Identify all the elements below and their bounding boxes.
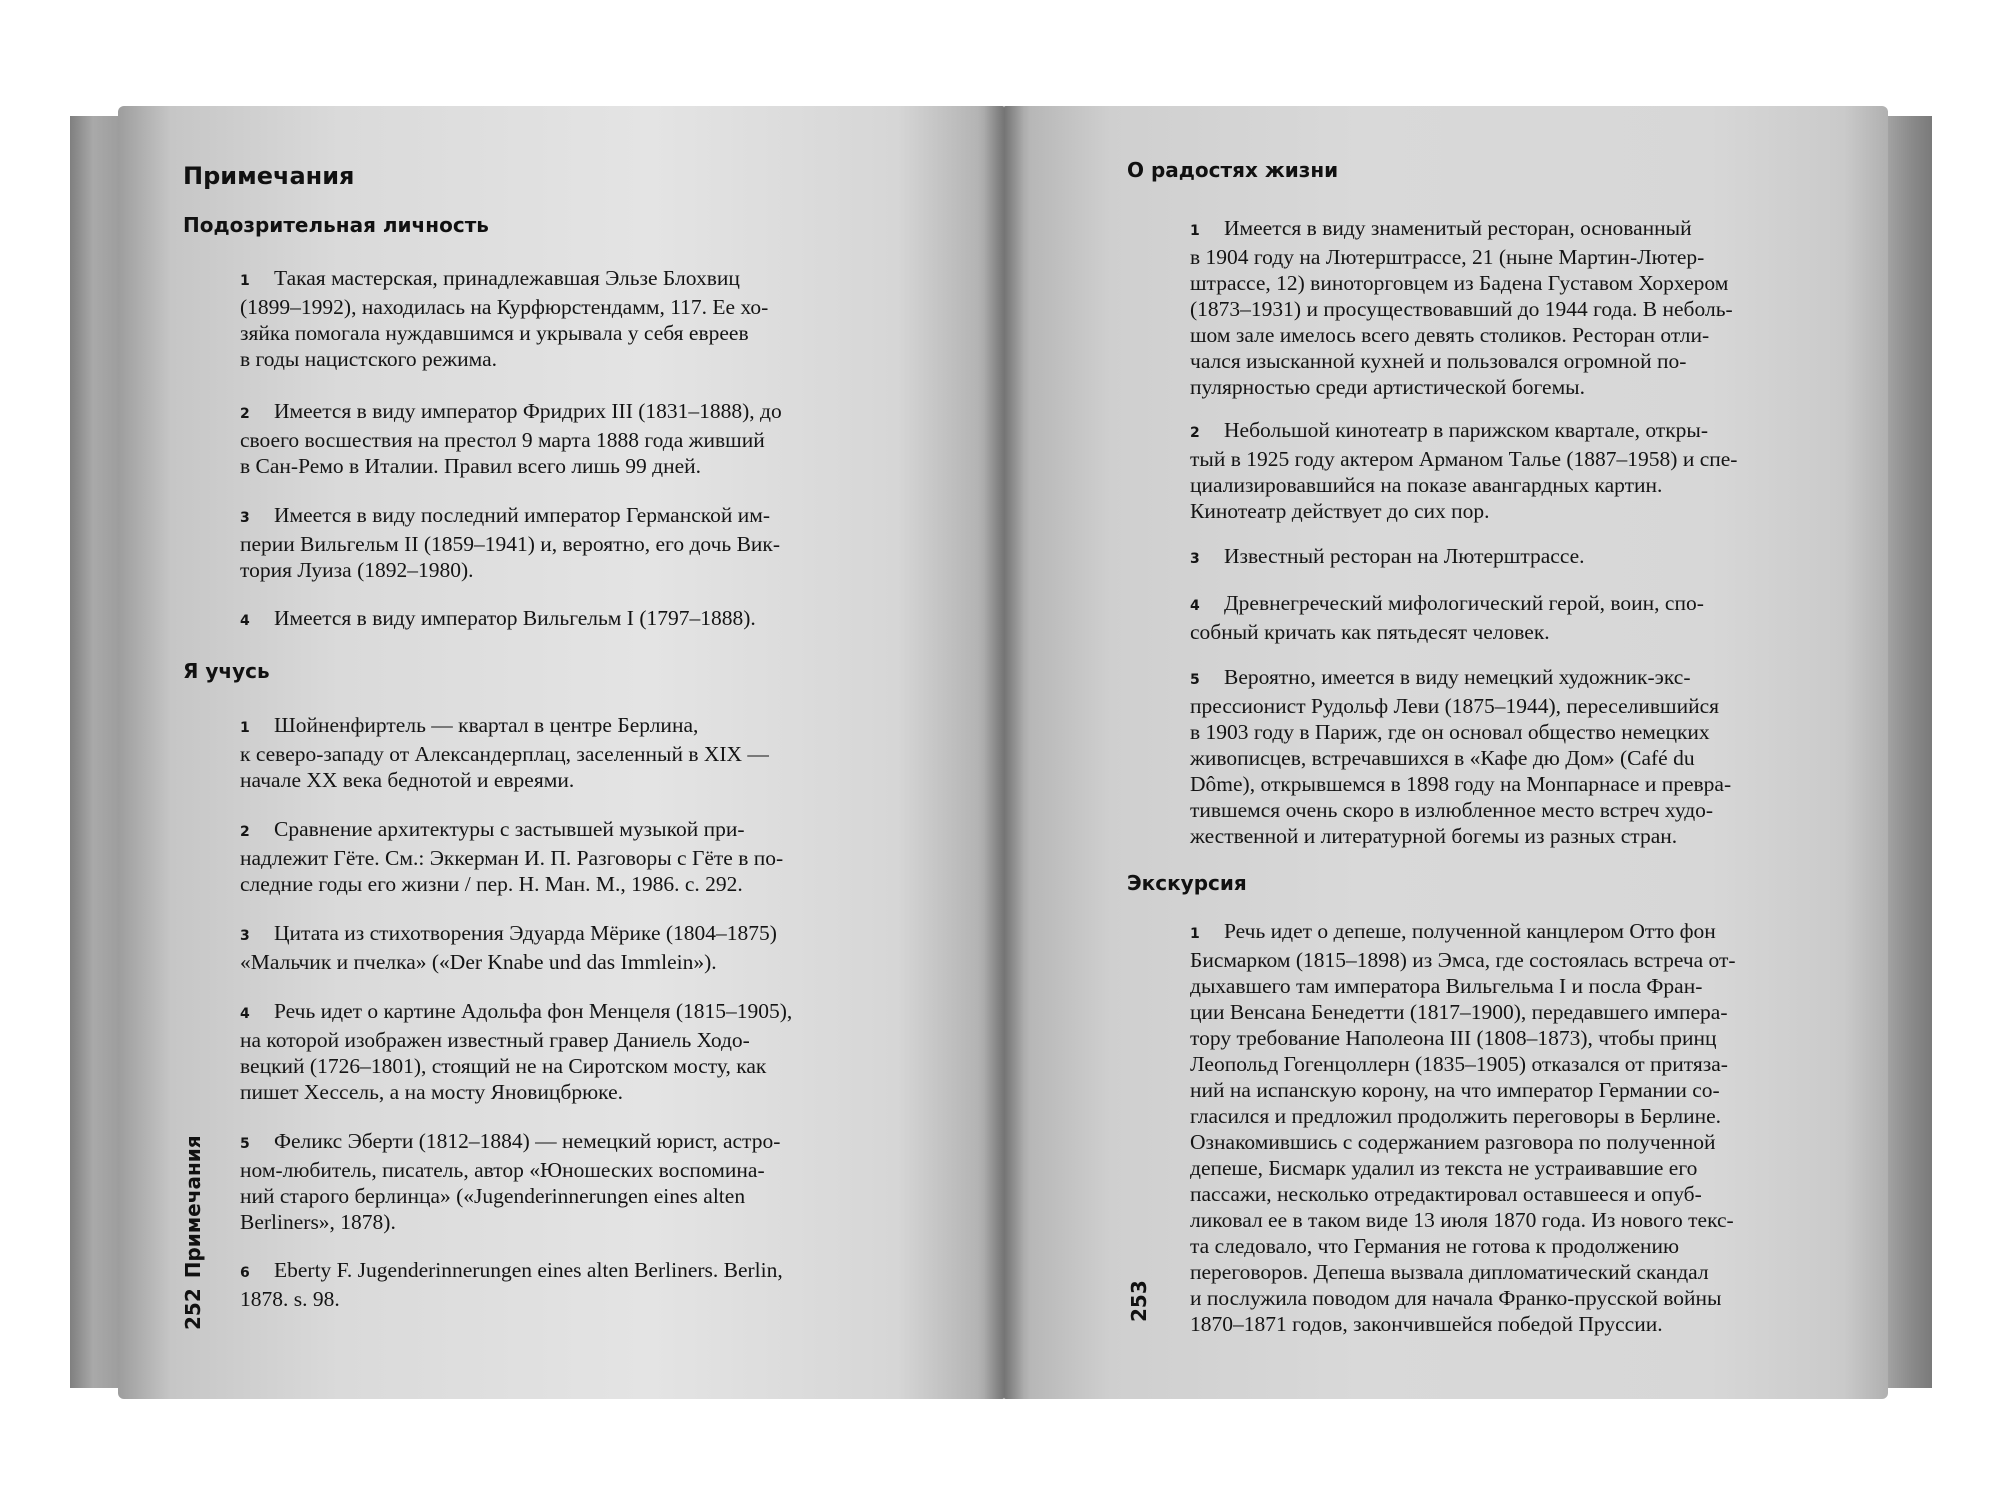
note-line: 1870–1871 годов, закончившейся победой Пруссии. xyxy=(1190,1312,1663,1336)
note-line: ний на испанскую корону, на что император Германии со- xyxy=(1190,1078,1720,1102)
note-line: ном-любитель, писатель, автор «Юношеских воспомина- xyxy=(240,1158,765,1182)
note xyxy=(240,1257,783,1312)
note-line: Dôme), открывшемся в 1898 году на Монпарнасе и превра- xyxy=(1190,772,1732,796)
note-line: циализировавшийся на показе авангардных картин. xyxy=(1190,473,1663,497)
note-line: перии Вильгельм II (1859–1941) и, вероятно, его дочь Вик- xyxy=(240,532,781,556)
note-line: в 1904 году на Лютерштрассе, 21 (ныне Мартин-Лютер- xyxy=(1190,245,1705,269)
note-line: ликовал ее в таком виде 13 июля 1870 года. Из нового текс- xyxy=(1190,1208,1734,1232)
note-line: Сравнение архитектуры с застывшей музыкой при- xyxy=(274,817,745,841)
note-line: гласился и предложил продолжить переговоры в Берлине. xyxy=(1190,1104,1722,1128)
note-line: Такая мастерская, принадлежавшая Эльзе Блохвиц xyxy=(274,266,740,290)
section-heading: Подозрительная личность xyxy=(183,213,489,237)
note-line: тория Луиза (1892–1980). xyxy=(240,558,474,582)
note-line: жественной и литературной богемы из разных стран. xyxy=(1190,824,1678,848)
note-line: в Сан-Ремо в Италии. Правил всего лишь 99 дней. xyxy=(240,454,702,478)
section-heading: Я учусь xyxy=(183,659,270,683)
note-line: чался изысканной кухней и пользовался огромной по- xyxy=(1190,349,1687,373)
note-line: Имеется в виду император Вильгельм I (1797–1888). xyxy=(274,606,756,630)
note-number: 1 xyxy=(240,273,250,289)
note xyxy=(240,1128,780,1235)
running-head xyxy=(181,1135,205,1330)
note xyxy=(240,998,792,1105)
note-line: «Мальчик и пчелка» («Der Knabe und das Immlein»). xyxy=(240,950,717,974)
note-line: Небольшой кинотеатр в парижском квартале, откры- xyxy=(1224,418,1709,442)
note-number: 2 xyxy=(240,824,250,840)
note-line: начале XX века беднотой и евреями. xyxy=(240,768,575,792)
note-line: собный кричать как пятьдесят человек. xyxy=(1190,620,1550,644)
note-line: Eberty F. Jugenderinnerungen eines alten Berliners. Berlin, xyxy=(274,1258,783,1282)
note-line: пассажи, несколько отредактировал оставшееся и опуб- xyxy=(1190,1182,1702,1206)
note-number: 2 xyxy=(1190,425,1200,441)
note-line: пишет Хессель, а на мосту Яновицбрюке. xyxy=(240,1080,624,1104)
note-number: 1 xyxy=(1190,223,1200,239)
note-line: (1873–1931) и просуществовавший до 1944 года. В неболь- xyxy=(1190,297,1733,321)
book-gutter xyxy=(984,106,1024,1399)
note xyxy=(1190,543,1585,572)
note-number: 5 xyxy=(240,1136,250,1152)
note xyxy=(240,502,780,583)
note-line: Известный ресторан на Лютерштрассе. xyxy=(1224,544,1585,568)
note-number: 1 xyxy=(240,720,250,736)
note-line: Речь идет о картине Адольфа фон Менцеля (1815–1905), xyxy=(274,999,793,1023)
note-line: зяйка помогала нуждавшимся и укрывала у себя евреев xyxy=(240,321,749,345)
note-line: Цитата из стихотворения Эдуарда Мёрике (1804–1875) xyxy=(274,921,777,945)
note-line: ний старого берлинца» («Jugenderinnerungen eines alten xyxy=(240,1184,746,1208)
note-line: надлежит Гёте. См.: Эккерман И. П. Разговоры с Гёте в по- xyxy=(240,846,784,870)
note-line: Древнегреческий мифологический герой, воин, спо- xyxy=(1224,591,1704,615)
note-line: дыхавшего там императора Вильгельма I и посла Фран- xyxy=(1190,974,1703,998)
note-line: 1878. s. 98. xyxy=(240,1287,340,1311)
note xyxy=(240,712,769,793)
page-number: 253 xyxy=(1127,1280,1151,1322)
note-line: Речь идет о депеше, полученной канцлером Отто фон xyxy=(1224,919,1716,943)
note-number: 5 xyxy=(1190,672,1200,688)
note-line: тившемся очень скоро в излюбленное место встреч худо- xyxy=(1190,798,1714,822)
note xyxy=(1190,215,1733,400)
note xyxy=(1190,590,1704,645)
note-line: (1899–1992), находилась на Курфюрстендамм, 117. Ее хо- xyxy=(240,295,769,319)
running-head-title: Примечания xyxy=(181,1135,205,1279)
note-line: вецкий (1726–1801), стоящий не на Сиротском мосту, как xyxy=(240,1054,767,1078)
note xyxy=(1190,918,1736,1337)
note-number: 4 xyxy=(240,1006,250,1022)
note xyxy=(240,605,756,634)
note-line: своего восшествия на престол 9 марта 1888 года живший xyxy=(240,428,765,452)
notes-title: Примечания xyxy=(183,162,355,190)
note-line: Вероятно, имеется в виду немецкий художник-экс- xyxy=(1224,665,1691,689)
note-line: штрассе, 12) виноторговцем из Бадена Густавом Хорхером xyxy=(1190,271,1729,295)
note-line: на которой изображен известный гравер Даниель Ходо- xyxy=(240,1028,750,1052)
note-line: следние годы его жизни / пер. Н. Ман. М., 1986. с. 292. xyxy=(240,872,743,896)
note-line: та следовало, что Германия не готова к продолжению xyxy=(1190,1234,1680,1258)
page-number: 252 xyxy=(181,1288,205,1330)
note-line: ции Венсана Бенедетти (1817–1900), передавшего импера- xyxy=(1190,1000,1728,1024)
note-number: 3 xyxy=(240,510,250,526)
note-line: депеше, Бисмарк удалил из текста не устраивавшие его xyxy=(1190,1156,1698,1180)
note-line: и послужила поводом для начала Франко-прусской войны xyxy=(1190,1286,1722,1310)
note-number: 2 xyxy=(240,406,250,422)
note xyxy=(1190,417,1737,524)
note-line: в годы нацистского режима. xyxy=(240,347,498,371)
note-line: Кинотеатр действует до сих пор. xyxy=(1190,499,1490,523)
note-number: 6 xyxy=(240,1265,250,1281)
note-number: 4 xyxy=(1190,598,1200,614)
note-number: 1 xyxy=(1190,926,1200,942)
note-line: в 1903 году в Париж, где он основал общество немецких xyxy=(1190,720,1710,744)
note-line: Леопольд Гогенцоллерн (1835–1905) отказался от притяза- xyxy=(1190,1052,1728,1076)
note xyxy=(240,816,783,897)
note-line: Ознакомившись с содержанием разговора по полученной xyxy=(1190,1130,1716,1154)
note xyxy=(240,398,782,479)
note-line: пулярностью среди артистической богемы. xyxy=(1190,375,1585,399)
note-line: к северо-западу от Александерплац, заселенный в XIX — xyxy=(240,742,769,766)
note-line: Имеется в виду последний император Германской им- xyxy=(274,503,771,527)
right-page-edges xyxy=(1882,116,1932,1388)
note-line: прессионист Рудольф Леви (1875–1944), переселившийся xyxy=(1190,694,1720,718)
note-line: Шойненфиртель — квартал в центре Берлина, xyxy=(274,713,699,737)
note-line: Феликс Эберти (1812–1884) — немецкий юрист, астро- xyxy=(274,1129,781,1153)
note-line: Имеется в виду император Фридрих III (1831–1888), до xyxy=(274,399,782,423)
note xyxy=(240,265,768,372)
note xyxy=(1190,664,1731,849)
note-line: Имеется в виду знаменитый ресторан, основанный xyxy=(1224,216,1692,240)
note-line: тору требование Наполеона III (1808–1873), чтобы принц xyxy=(1190,1026,1717,1050)
note xyxy=(240,920,777,975)
note-line: Бисмарком (1815–1898) из Эмса, где состоялась встреча от- xyxy=(1190,948,1736,972)
note-number: 3 xyxy=(1190,551,1200,567)
note-number: 4 xyxy=(240,613,250,629)
note-line: живописцев, встречавшихся в «Кафе дю Дом» (Café du xyxy=(1190,746,1695,770)
note-number: 3 xyxy=(240,928,250,944)
note-line: Berliners», 1878). xyxy=(240,1210,396,1234)
note-line: тый в 1925 году актером Арманом Талье (1887–1958) и спе- xyxy=(1190,447,1738,471)
note-line: шом зале имелось всего девять столиков. Ресторан отли- xyxy=(1190,323,1710,347)
note-line: переговоров. Депеша вызвала дипломатический скандал xyxy=(1190,1260,1709,1284)
section-heading: О радостях жизни xyxy=(1127,158,1339,182)
section-heading: Экскурсия xyxy=(1127,871,1247,895)
